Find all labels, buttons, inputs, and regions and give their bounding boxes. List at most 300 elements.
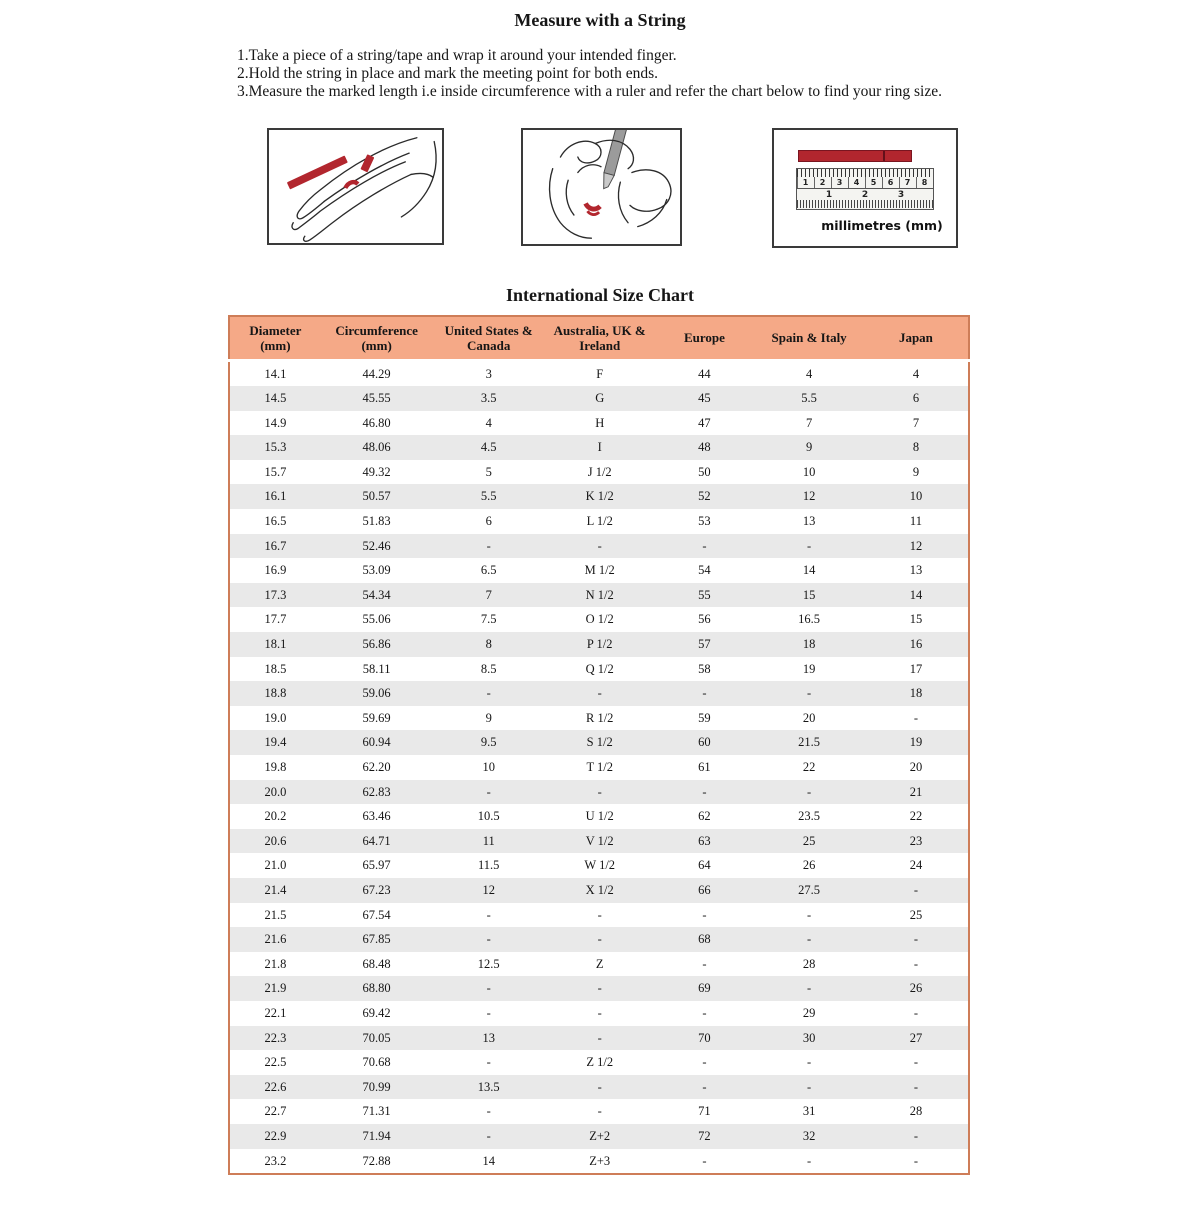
ruler-icon — [796, 168, 934, 210]
table-cell: - — [432, 1124, 544, 1149]
table-row — [229, 1001, 969, 1026]
table-cell: 5 — [432, 460, 544, 485]
table-cell: 8.5 — [432, 657, 544, 682]
table-cell: 16.7 — [229, 534, 321, 559]
table-cell: 21.8 — [229, 952, 321, 977]
table-cell: 23.2 — [229, 1149, 321, 1175]
table-cell: L 1/2 — [545, 509, 655, 534]
table-cell: 70.68 — [321, 1050, 433, 1075]
table-cell: - — [654, 1050, 754, 1075]
table-cell: 62 — [654, 804, 754, 829]
table-cell: 51.83 — [321, 509, 433, 534]
table-cell: 64 — [654, 853, 754, 878]
table-cell: 59 — [654, 706, 754, 731]
table-cell: - — [432, 534, 544, 559]
table-cell: 16.1 — [229, 484, 321, 509]
table-cell: 22.7 — [229, 1099, 321, 1124]
table-cell: 16 — [864, 632, 969, 657]
table-cell: 23.5 — [754, 804, 864, 829]
table-cell: - — [654, 1001, 754, 1026]
table-cell: 5.5 — [754, 386, 864, 411]
table-cell: 55 — [654, 583, 754, 608]
column-header-diameter: Diameter (mm) — [229, 316, 321, 360]
table-cell: Z — [545, 952, 655, 977]
table-cell: 15 — [754, 583, 864, 608]
instructions-list — [237, 47, 963, 101]
table-row — [229, 657, 969, 682]
ruler-number: 2 — [861, 189, 869, 200]
table-cell: 19 — [754, 657, 864, 682]
table-cell: 21.0 — [229, 853, 321, 878]
table-cell: 10 — [754, 460, 864, 485]
table-cell: 13 — [864, 558, 969, 583]
table-cell: - — [864, 1124, 969, 1149]
table-cell: 6 — [864, 386, 969, 411]
table-cell: X 1/2 — [545, 878, 655, 903]
table-cell: 60.94 — [321, 730, 433, 755]
table-cell: 3 — [432, 360, 544, 386]
table-cell: 54 — [654, 558, 754, 583]
table-cell: - — [754, 927, 864, 952]
table-cell: 71.94 — [321, 1124, 433, 1149]
table-cell: 10.5 — [432, 804, 544, 829]
table-cell: 4 — [432, 411, 544, 436]
table-cell: - — [864, 878, 969, 903]
size-chart-title: International Size Chart — [506, 285, 694, 305]
ruler-number: 3 — [897, 189, 905, 200]
table-cell: 21.5 — [229, 903, 321, 928]
table-cell: 62.20 — [321, 755, 433, 780]
table-cell: 18 — [864, 681, 969, 706]
table-cell: 55.06 — [321, 607, 433, 632]
table-cell: 16.9 — [229, 558, 321, 583]
table-cell: 31 — [754, 1099, 864, 1124]
table-cell: - — [864, 1050, 969, 1075]
table-cell: 30 — [754, 1026, 864, 1051]
table-header-row — [229, 316, 969, 360]
table-cell: - — [654, 1149, 754, 1175]
table-cell: 69.42 — [321, 1001, 433, 1026]
table-row — [229, 804, 969, 829]
table-cell: 12 — [864, 534, 969, 559]
ruler-ticks — [797, 169, 933, 177]
table-cell: 22.9 — [229, 1124, 321, 1149]
table-cell: 21 — [864, 780, 969, 805]
table-cell: 4.5 — [432, 435, 544, 460]
table-cell: 58 — [654, 657, 754, 682]
table-cell: 18 — [754, 632, 864, 657]
column-header-circumference: Circumference (mm) — [321, 316, 433, 360]
table-row — [229, 435, 969, 460]
instruction-item: 3.Measure the marked length i.e inside circumference with a ruler and refer the chart below to find your ring size. — [237, 83, 942, 100]
hands-marking-string-icon — [523, 130, 680, 244]
table-cell: 71 — [654, 1099, 754, 1124]
table-cell: 63 — [654, 829, 754, 854]
table-cell: 20 — [864, 755, 969, 780]
table-cell: - — [545, 1075, 655, 1100]
size-chart-table — [228, 315, 970, 1175]
page-title: Measure with a String — [514, 10, 686, 30]
table-cell: 22.6 — [229, 1075, 321, 1100]
table-cell: J 1/2 — [545, 460, 655, 485]
table-cell: 8 — [864, 435, 969, 460]
table-cell: 58.11 — [321, 657, 433, 682]
table-cell: - — [654, 780, 754, 805]
table-cell: - — [754, 780, 864, 805]
table-cell: - — [545, 534, 655, 559]
table-cell: - — [432, 927, 544, 952]
table-row — [229, 706, 969, 731]
table-cell: - — [432, 681, 544, 706]
table-cell: 17 — [864, 657, 969, 682]
table-cell: 56.86 — [321, 632, 433, 657]
table-row — [229, 1075, 969, 1100]
table-cell: 62.83 — [321, 780, 433, 805]
table-cell: - — [754, 681, 864, 706]
table-cell: 14 — [864, 583, 969, 608]
table-cell: - — [545, 681, 655, 706]
table-row — [229, 1099, 969, 1124]
table-cell: 25 — [864, 903, 969, 928]
table-cell: 61 — [654, 755, 754, 780]
table-cell: 11 — [864, 509, 969, 534]
table-cell: - — [432, 1050, 544, 1075]
table-cell: T 1/2 — [545, 755, 655, 780]
table-cell: 48.06 — [321, 435, 433, 460]
table-cell: 32 — [754, 1124, 864, 1149]
table-cell: 53.09 — [321, 558, 433, 583]
table-cell: - — [864, 706, 969, 731]
table-cell: 44 — [654, 360, 754, 386]
ruler-number: 5 — [870, 178, 877, 187]
table-cell: 68.80 — [321, 976, 433, 1001]
table-row — [229, 1050, 969, 1075]
table-cell: 9 — [864, 460, 969, 485]
table-cell: 14.1 — [229, 360, 321, 386]
table-cell: 15.7 — [229, 460, 321, 485]
table-cell: 20 — [754, 706, 864, 731]
table-cell: 18.1 — [229, 632, 321, 657]
table-cell: 22 — [754, 755, 864, 780]
table-cell: 29 — [754, 1001, 864, 1026]
table-cell: - — [754, 1050, 864, 1075]
column-header-europe: Europe — [654, 316, 754, 360]
table-cell: - — [654, 903, 754, 928]
table-cell: 6.5 — [432, 558, 544, 583]
table-cell: P 1/2 — [545, 632, 655, 657]
table-cell: 14.5 — [229, 386, 321, 411]
table-cell: 8 — [432, 632, 544, 657]
table-cell: 4 — [754, 360, 864, 386]
table-row — [229, 952, 969, 977]
table-cell: 45.55 — [321, 386, 433, 411]
ruler-ticks — [797, 200, 933, 208]
ruler-number: 2 — [819, 178, 826, 187]
table-cell: - — [545, 976, 655, 1001]
table-cell: 14.9 — [229, 411, 321, 436]
table-cell: 47 — [654, 411, 754, 436]
instruction-item: 2.Hold the string in place and mark the meeting point for both ends. — [237, 65, 658, 82]
table-cell: 56 — [654, 607, 754, 632]
table-cell: 7.5 — [432, 607, 544, 632]
table-cell: 5.5 — [432, 484, 544, 509]
instruction-item: 1.Take a piece of a string/tape and wrap it around your intended finger. — [237, 47, 677, 64]
table-cell: 21.6 — [229, 927, 321, 952]
table-row — [229, 780, 969, 805]
table-cell: 15 — [864, 607, 969, 632]
table-row — [229, 853, 969, 878]
ruler-number: 4 — [853, 178, 860, 187]
table-row — [229, 411, 969, 436]
table-cell: - — [754, 534, 864, 559]
table-cell: Z+3 — [545, 1149, 655, 1175]
measured-string-strip — [798, 150, 912, 162]
table-cell: 28 — [864, 1099, 969, 1124]
table-cell: 48 — [654, 435, 754, 460]
table-cell: - — [545, 1001, 655, 1026]
table-cell: 13 — [432, 1026, 544, 1051]
table-cell: 22.1 — [229, 1001, 321, 1026]
table-cell: 72.88 — [321, 1149, 433, 1175]
table-row — [229, 1124, 969, 1149]
table-cell: 22 — [864, 804, 969, 829]
table-cell: 63.46 — [321, 804, 433, 829]
column-header-us-canada: United States & Canada — [432, 316, 544, 360]
table-cell: 4 — [864, 360, 969, 386]
illustration-marking-string — [521, 128, 682, 246]
table-cell: - — [754, 903, 864, 928]
table-row — [229, 607, 969, 632]
table-cell: 67.85 — [321, 927, 433, 952]
table-cell: 53 — [654, 509, 754, 534]
table-cell: - — [754, 1149, 864, 1175]
table-cell: K 1/2 — [545, 484, 655, 509]
table-cell: 11 — [432, 829, 544, 854]
table-cell: 26 — [754, 853, 864, 878]
table-cell: - — [432, 780, 544, 805]
table-cell: - — [864, 952, 969, 977]
table-cell: 22.3 — [229, 1026, 321, 1051]
table-cell: 27 — [864, 1026, 969, 1051]
table-cell: Z+2 — [545, 1124, 655, 1149]
table-cell: 7 — [864, 411, 969, 436]
table-cell: - — [432, 1099, 544, 1124]
table-row — [229, 730, 969, 755]
table-row — [229, 583, 969, 608]
table-row — [229, 829, 969, 854]
table-cell: - — [654, 952, 754, 977]
table-cell: - — [545, 780, 655, 805]
table-row — [229, 386, 969, 411]
table-cell: 21.5 — [754, 730, 864, 755]
size-chart-body — [229, 360, 969, 1174]
table-cell: 70.99 — [321, 1075, 433, 1100]
table-cell: 70 — [654, 1026, 754, 1051]
table-cell: 7 — [754, 411, 864, 436]
table-cell: - — [432, 976, 544, 1001]
table-cell: 68 — [654, 927, 754, 952]
table-cell: 64.71 — [321, 829, 433, 854]
table-cell: V 1/2 — [545, 829, 655, 854]
table-row — [229, 558, 969, 583]
table-cell: 60 — [654, 730, 754, 755]
table-cell: 9 — [754, 435, 864, 460]
table-cell: 12 — [432, 878, 544, 903]
ruler-number: 1 — [825, 189, 833, 200]
table-cell: H — [545, 411, 655, 436]
table-cell: 21.9 — [229, 976, 321, 1001]
table-cell: 26 — [864, 976, 969, 1001]
table-row — [229, 976, 969, 1001]
table-cell: 71.31 — [321, 1099, 433, 1124]
table-cell: S 1/2 — [545, 730, 655, 755]
table-cell: - — [864, 927, 969, 952]
column-header-australia-uk-ireland: Australia, UK & Ireland — [545, 316, 655, 360]
table-cell: - — [654, 534, 754, 559]
table-cell: 50 — [654, 460, 754, 485]
table-cell: 9 — [432, 706, 544, 731]
table-cell: 46.80 — [321, 411, 433, 436]
table-cell: 16.5 — [229, 509, 321, 534]
table-cell: N 1/2 — [545, 583, 655, 608]
column-header-spain-italy: Spain & Italy — [754, 316, 864, 360]
table-cell: 19.4 — [229, 730, 321, 755]
table-cell: - — [864, 1075, 969, 1100]
table-cell: G — [545, 386, 655, 411]
table-cell: - — [432, 1001, 544, 1026]
table-row — [229, 1026, 969, 1051]
table-cell: I — [545, 435, 655, 460]
table-cell: 59.06 — [321, 681, 433, 706]
table-cell: 68.48 — [321, 952, 433, 977]
table-cell: 65.97 — [321, 853, 433, 878]
table-cell: 50.57 — [321, 484, 433, 509]
table-cell: 24 — [864, 853, 969, 878]
table-row — [229, 460, 969, 485]
table-cell: 20.6 — [229, 829, 321, 854]
table-cell: 25 — [754, 829, 864, 854]
table-cell: 7 — [432, 583, 544, 608]
table-cell: 14 — [432, 1149, 544, 1175]
table-cell: 20.0 — [229, 780, 321, 805]
table-cell: 52 — [654, 484, 754, 509]
table-cell: 18.8 — [229, 681, 321, 706]
table-cell: 10 — [864, 484, 969, 509]
table-cell: 67.54 — [321, 903, 433, 928]
table-cell: U 1/2 — [545, 804, 655, 829]
table-cell: 27.5 — [754, 878, 864, 903]
table-cell: M 1/2 — [545, 558, 655, 583]
table-cell: 57 — [654, 632, 754, 657]
table-cell: - — [864, 1001, 969, 1026]
table-cell: 22.5 — [229, 1050, 321, 1075]
table-cell: 14 — [754, 558, 864, 583]
table-cell: 3.5 — [432, 386, 544, 411]
table-cell: 23 — [864, 829, 969, 854]
ruler-top-numbers — [797, 177, 933, 188]
table-cell: - — [545, 1026, 655, 1051]
table-cell: 13 — [754, 509, 864, 534]
table-row — [229, 755, 969, 780]
table-row — [229, 509, 969, 534]
table-cell: - — [754, 976, 864, 1001]
table-row — [229, 927, 969, 952]
table-cell: - — [545, 1099, 655, 1124]
illustration-row — [0, 128, 1200, 270]
table-cell: 20.2 — [229, 804, 321, 829]
table-cell: 13.5 — [432, 1075, 544, 1100]
table-cell: 18.5 — [229, 657, 321, 682]
table-cell: Z 1/2 — [545, 1050, 655, 1075]
table-cell: - — [864, 1149, 969, 1175]
table-cell: 70.05 — [321, 1026, 433, 1051]
table-row — [229, 360, 969, 386]
ruler-bottom-numbers — [797, 188, 933, 200]
illustration-string-on-hand — [267, 128, 444, 245]
table-cell: - — [654, 1075, 754, 1100]
table-cell: - — [545, 927, 655, 952]
table-cell: 49.32 — [321, 460, 433, 485]
ruler-number: 7 — [904, 178, 911, 187]
column-header-japan: Japan — [864, 316, 969, 360]
table-cell: 28 — [754, 952, 864, 977]
table-row — [229, 903, 969, 928]
table-cell: - — [654, 681, 754, 706]
table-row — [229, 632, 969, 657]
ruler-caption: millimetres (mm) — [821, 218, 943, 233]
ruler-number: 3 — [836, 178, 843, 187]
table-row — [229, 484, 969, 509]
table-cell: O 1/2 — [545, 607, 655, 632]
table-cell: 59.69 — [321, 706, 433, 731]
hand-with-string-icon — [269, 130, 442, 243]
table-cell: Q 1/2 — [545, 657, 655, 682]
table-cell: 16.5 — [754, 607, 864, 632]
table-cell: 9.5 — [432, 730, 544, 755]
table-cell: 19 — [864, 730, 969, 755]
table-cell: 10 — [432, 755, 544, 780]
table-cell: 52.46 — [321, 534, 433, 559]
ruler-number: 8 — [921, 178, 928, 187]
table-cell: 69 — [654, 976, 754, 1001]
ruler-number: 6 — [887, 178, 894, 187]
table-cell: 44.29 — [321, 360, 433, 386]
illustration-ruler — [772, 128, 958, 248]
table-cell: - — [432, 903, 544, 928]
table-cell: F — [545, 360, 655, 386]
table-row — [229, 1149, 969, 1175]
table-row — [229, 878, 969, 903]
table-cell: 15.3 — [229, 435, 321, 460]
table-cell: 67.23 — [321, 878, 433, 903]
table-cell: 72 — [654, 1124, 754, 1149]
table-cell: 17.3 — [229, 583, 321, 608]
table-cell: 12 — [754, 484, 864, 509]
table-cell: 54.34 — [321, 583, 433, 608]
table-cell: W 1/2 — [545, 853, 655, 878]
table-cell: 19.0 — [229, 706, 321, 731]
table-row — [229, 534, 969, 559]
table-cell: 66 — [654, 878, 754, 903]
table-cell: 6 — [432, 509, 544, 534]
table-cell: 11.5 — [432, 853, 544, 878]
table-cell: 21.4 — [229, 878, 321, 903]
table-cell: R 1/2 — [545, 706, 655, 731]
table-cell: 17.7 — [229, 607, 321, 632]
ruler-number: 1 — [802, 178, 809, 187]
table-cell: 12.5 — [432, 952, 544, 977]
table-cell: 45 — [654, 386, 754, 411]
